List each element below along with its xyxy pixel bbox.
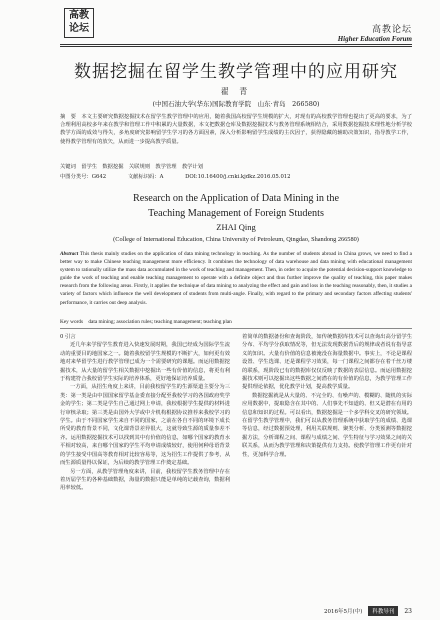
paragraph: 另一方面，从教学管理角度来讲，目前，我校留学生教务管理中存在着历届学生的各种基础数据，海量的数据只能是单纯的记载查询，数据利用率较低。: [60, 468, 230, 492]
keywords-en: Key words data mining; association rules; teaching management; teaching plan: [60, 319, 232, 325]
journal-name-en: Higher Education Forum: [337, 35, 412, 43]
classification-row: [60, 172, 412, 180]
abstract-en-text: This thesis mainly studies on the application of data mining technology in teaching. As the number of students abroad in China grows, we need to find a better way to make Chinese teaching management more efficiency. It combines the technology of data warehouse and data mining with educational management system to rationally utilize the mass data accumulated in the work of teaching and management. Then, in order to acquire the potential decision-support knowledge to guide the work of teaching and enable teaching management to operate with a definite object and thus further improve the quality of teaching, this paper makes research from the following areas. Firstly, it applies the technique of data mining to analyzing the effect and gain and loss in the teaching reasonably, then, it studies a variety of factors which influence the well development of students from multi-angle. Finally, with regard to the primary and secondary factors affecting students' performance, it carries out deep analysis.: [60, 251, 412, 306]
journal-header: [338, 22, 412, 43]
abstract-cn: 摘 要 本文主要研究数据挖掘技术在留学生教学管理中的应用，随着我国高校留学生规模的扩大，对现有的高校教学管理也提出了更高的要求，为了合理利用高校多年来在教学和管理工作中积累的大量数据，本文把数据仓库及数据挖掘技术与教务管理系统相结合，采用数据挖掘技术理性地分析学校教学方面的成效与得失，多角度研究影响留学生学习的各方面因素，深入分析影响留学生成绩的主次因子，获得隐藏的辅助决策知识，指导教学工作，使得教学管理有的放矢，从而进一步提高教学质量。: [60, 114, 412, 145]
journal-logo: 高教论坛: [64, 8, 94, 38]
abstract-en: [60, 250, 412, 307]
paragraph: 近几年来学留学生教育进入快速发展时期，我国已经成为国际学生流动的重要目的地国家之一。随着我校留学生规模的不断扩大，如何更有效地对来华留学生进行教学管理已成为一个需要研究的课题。而运用数据挖掘技术，从大量的留学生相关数据中挖掘出一些有价值的信息，将更有利于构建符合我校留学生实际的培养体系，更好地保证培养质量。: [60, 342, 230, 383]
author-en: ZHAI Qing: [216, 222, 256, 232]
title-en-line1: Research on the Application of Data Mining in the: [133, 193, 339, 204]
header-rule-thin: [60, 46, 412, 47]
header-rule: [60, 44, 412, 45]
title-en-line2: Teaching Management of Foreign Students: [148, 208, 324, 219]
paragraph: 一方面，从招生角度上来讲，目前我校留学生的生源渠道主要分为三类：第一类是由中国国家留学基金委直接分配至我校学习的各国政府奖学金的学生；第二类是学生自己通过网上申请，我校根据学生提供的材料进行审核录取；第三类是由国外大学或中介机构根据协议推荐来我校学习的学生。由于不同国家学生来自不同的国家，之前在各自不同的环境下成长所受的教育背景不同，文化课背景差异很大，这就导致生源的质量参差不齐。运用数据挖掘技术可以找到其中有价值的信息，如哪个国家的教育水平相对较高，来自哪个国家的学生平均申请成绩较好，使用何种母语背景的学生接受中国高等教育相对比较容易等，这为招生工作提供了参考，从而生源质量得以保证，为后续的教学管理工作奠定基础。: [60, 384, 230, 467]
journal-badge: 科教导刊: [368, 606, 398, 616]
section-heading: 0 引言: [60, 334, 76, 340]
abstract-en-label: Abstract: [60, 251, 79, 257]
body-column-left: [60, 333, 230, 493]
author-cn: 翟 青: [220, 87, 252, 96]
article-title-en: [60, 191, 412, 221]
document-code: 文献标识码：A: [127, 174, 164, 180]
paragraph: 着简单的数据备份和查询阶段，如传统数据库技术可以查询出高分留学生分布、平均学分获取情况等，但无法发现数据背后的规律或者说有指导意义的知识。大量有价值的信息被淹没在海量数据中。事实上，不论是课程设置、学生选课、还是课程学习效果，每一门课程之间都存在着千丝万缕的联系，现阶段已有的数据库仅仅反映了数据的表层信息。而运用数据挖掘技术则可以挖掘出这些数据之间潜在的有价值的信息，为教学管理工作提供理论依据，优化教学计划，提高教学质量。: [242, 334, 412, 391]
journal-name-cn: 高教论坛: [371, 25, 412, 35]
body-column-right: [242, 333, 412, 459]
page-footer: [324, 606, 412, 616]
affiliation-cn: (中国石油大学(华东)国际教育学院 山东·青岛 266580): [152, 100, 320, 108]
doi: DOI:10.16400/j.cnki.kjdkz.2016.05.012: [185, 174, 291, 180]
affiliation-en: (College of International Education, China University of Petroleum, Qingdao, Shandong 266580): [113, 236, 359, 243]
clc-number: 中图分类号：G642: [60, 174, 107, 180]
page-number: 23: [404, 607, 412, 615]
issue-date: 2016年5月(中): [324, 609, 363, 615]
keywords-cn: 关键词 留学生 数据挖掘 关联规则 教学管理 教学计划: [60, 164, 204, 170]
paragraph: 数据挖掘就是从大量的、不完全的、有噪声的、模糊的、随机的实际应用数据中，提取隐含在其中的、人们事先不知道的、但又是潜在有用的信息和知识的过程。可以看出，数据挖掘是一个多学科交叉的研究领域。在留学生教学管理中，我们可以从教务管理系统中获取学生的成绩、选课等信息，经过数据预处理，利用关联规则、聚类分析、分类预测等数据挖掘方法，分析课程之间、课程与成绩之间、学生特征与学习效果之间的关联关系，从而为教学管理和决策提供有力支持。使教学管理工作更有针对性，更加科学合理。: [242, 392, 412, 458]
article-title-cn: 数据挖掘在留学生教学管理中的应用研究: [74, 62, 398, 82]
section-separator: [60, 328, 412, 329]
